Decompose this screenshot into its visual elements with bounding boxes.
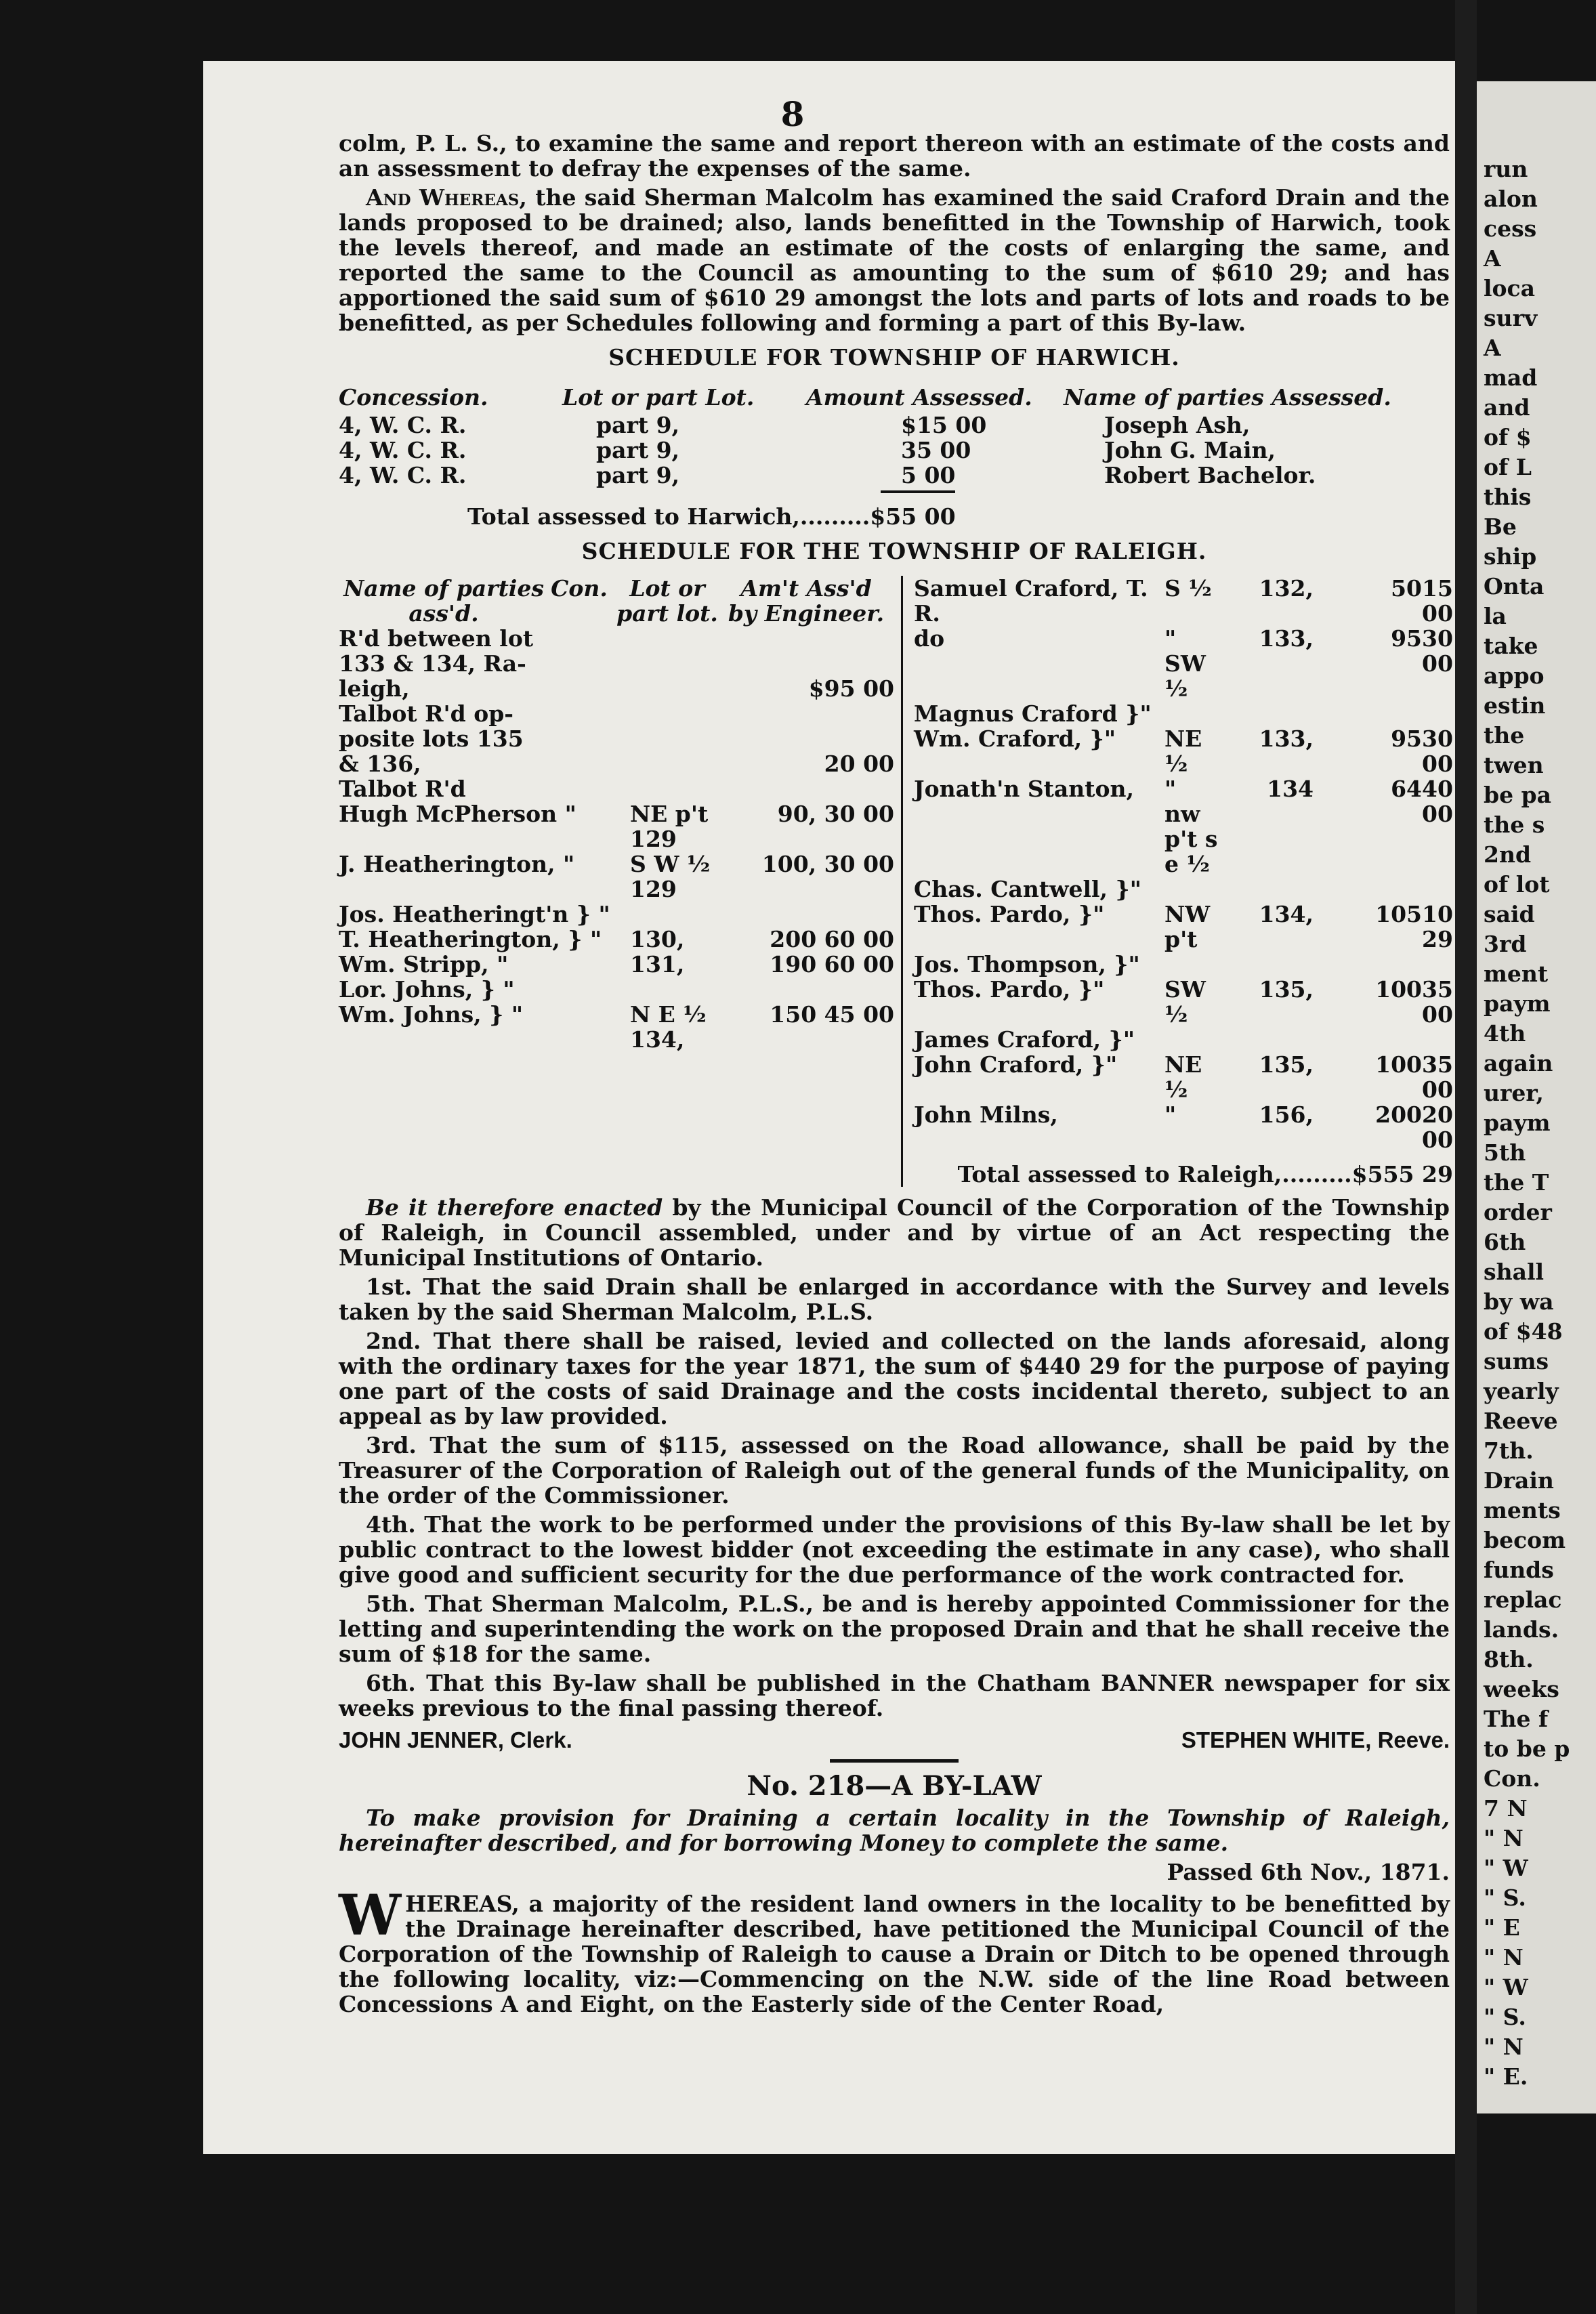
raleigh-left-cell: Talbot R'd: [339, 776, 466, 802]
raleigh-right-cell: 133,: [1259, 625, 1314, 652]
next-page-fragment: yearly: [1484, 1378, 1559, 1404]
raleigh-header-lot: Lot or part lot.: [616, 575, 718, 627]
next-page-fragment: of lot: [1484, 871, 1550, 898]
clause-5: 5th. That Sherman Malcolm, P.L.S., be and is hereby appointed Commissioner for the letting and superintending the work on the proposed Drain and that he shall receive the sum of $18 for the same.: [339, 1591, 1450, 1667]
raleigh-left-row: [339, 676, 894, 701]
raleigh-right-cell: [1219, 952, 1314, 977]
harwich-cell: 4, W. C. R.: [339, 462, 467, 488]
raleigh-right-cell: 100: [1375, 1051, 1422, 1078]
next-page-fragment: this: [1484, 484, 1532, 510]
raleigh-left-cell: N E ½ 134,: [630, 1001, 707, 1053]
raleigh-right-row: [914, 952, 1453, 977]
raleigh-right-cell: [1422, 1027, 1453, 1052]
enacting-lead: Be it therefore enacted: [366, 1194, 663, 1221]
harwich-cell: part 9,: [596, 412, 680, 438]
raleigh-left-cell: [745, 977, 894, 1002]
raleigh-left-cell: posite lots 135: [339, 725, 524, 752]
raleigh-right-cell: [1219, 701, 1314, 726]
enacting-clause: [339, 1195, 1450, 1270]
raleigh-right-cell: Chas. Cantwell, }": [914, 876, 1141, 902]
clause-4: 4th. That the work to be performed under the provisions of this By-law shall be let by public contract to the lowest bidder (not exceeding the estimate in any case), who shall give good and sufficient security for the due performance of the work contracted for.: [339, 1511, 1450, 1588]
raleigh-left-row: [339, 701, 894, 726]
harwich-cell: part 9,: [596, 437, 680, 463]
enacting-text: by the Municipal Council of the Corporation of the Township of Raleigh, in Council assembled, under and by virtue of an Act respecting the Municipal Institutions of Ontario.: [339, 1194, 1450, 1271]
book-spine: [1455, 0, 1477, 2314]
raleigh-left-row: [339, 651, 894, 676]
raleigh-left-row: [339, 801, 894, 851]
raleigh-left-cell: Jos. Heatheringt'n } ": [339, 901, 610, 927]
raleigh-right-cell: NE ½: [1164, 1051, 1202, 1103]
raleigh-left-cell: [745, 651, 894, 676]
next-page-fragment: 3rd: [1484, 931, 1527, 957]
next-page-fragment: estin: [1484, 692, 1546, 719]
next-page-fragment: the: [1484, 722, 1525, 749]
bylaw-218-opening: [339, 1883, 1450, 2017]
next-page-fragment: 6th: [1484, 1229, 1526, 1255]
raleigh-left-cell: Talbot R'd op-: [339, 700, 514, 727]
raleigh-right-cell: SW ½: [1164, 976, 1206, 1028]
raleigh-left-cell: [745, 626, 894, 651]
next-page-fragment: Reeve: [1484, 1408, 1558, 1434]
bylaw-218-opening-text: HEREAS, a majority of the resident land owners in the locality to be benefitted by the Drainage hereinafter described, have petitioned the Municipal Council of the Corporation of the Township of Raleigh to cause a Drain or Ditch to be opened through the following locality, viz:—Commencing on the N.W. side of the line Road between Concessions A and Eight, on the Easterly side of the Center Road,: [339, 1891, 1450, 2017]
raleigh-left-cell: 200 60 00: [770, 926, 894, 952]
raleigh-right-cell: 35 00: [1422, 976, 1453, 1028]
raleigh-right-row: [914, 1102, 1453, 1152]
raleigh-right-cell: do: [914, 625, 945, 652]
next-page-fragment: A: [1484, 335, 1501, 361]
raleigh-right-row: [914, 1052, 1453, 1102]
raleigh-left-cell: [630, 651, 745, 676]
raleigh-total: Total assessed to Raleigh,.........$555 29: [957, 1161, 1453, 1187]
raleigh-left-cell: J. Heatherington, ": [339, 851, 575, 877]
raleigh-right-cell: [1314, 877, 1422, 902]
raleigh-left-cell: [630, 726, 745, 751]
next-page-fragment: 4th: [1484, 1020, 1526, 1047]
raleigh-right-cell: [1219, 877, 1314, 902]
next-page-fragment: by wa: [1484, 1288, 1554, 1315]
next-page-edge: [1477, 81, 1596, 2113]
raleigh-header-name: Name of parties ass'd.: [343, 575, 544, 627]
next-page-fragment: of L: [1484, 454, 1532, 480]
dropcap-letter: W: [339, 1883, 402, 1948]
raleigh-left-row: [339, 626, 894, 651]
raleigh-right-cell: NW p't: [1164, 901, 1211, 952]
next-page-fragment: the T: [1484, 1169, 1549, 1196]
raleigh-right-row: [914, 701, 1453, 726]
clause-3: 3rd. That the sum of $115, assessed on the Road allowance, shall be paid by the Treasurer of the Corporation of Raleigh out of the general funds of the Municipality, on the order of the Commissioner.: [339, 1432, 1450, 1509]
raleigh-left-cell: [630, 977, 745, 1002]
next-page-fragment: replac: [1484, 1586, 1562, 1613]
raleigh-right-cell: 50: [1391, 575, 1422, 602]
raleigh-left-row: [339, 902, 894, 927]
raleigh-schedule: [339, 575, 1453, 1187]
raleigh-left-cell: 150 45 00: [770, 1001, 894, 1028]
raleigh-right-cell: John Craford, }": [914, 1051, 1118, 1078]
next-page-fragment: run: [1484, 156, 1528, 182]
raleigh-right-row: [914, 576, 1453, 626]
next-page-fragment: urer,: [1484, 1080, 1544, 1106]
next-page-fragment: " W: [1484, 1855, 1528, 1881]
raleigh-left-cell: leigh,: [339, 675, 410, 702]
raleigh-right-cell: [1219, 1027, 1314, 1052]
raleigh-left-row: [339, 952, 894, 977]
next-page-fragment: be pa: [1484, 782, 1552, 808]
signatures: [339, 1727, 1450, 1752]
bylaw-218-passed: Passed 6th Nov., 1871.: [1167, 1859, 1450, 1885]
next-page-fragment: 2nd: [1484, 841, 1532, 868]
next-page-fragment: ment: [1484, 961, 1549, 987]
raleigh-left-cell: $95 00: [808, 675, 894, 702]
raleigh-left-row: [339, 977, 894, 1002]
harwich-heading: SCHEDULE FOR TOWNSHIP OF HARWICH.: [608, 344, 1180, 371]
page-content: [339, 94, 1453, 2021]
raleigh-left-row: [339, 1002, 894, 1052]
harwich-row: [339, 438, 1450, 463]
next-page-fragment: take: [1484, 633, 1538, 659]
next-page-fragment: shall: [1484, 1259, 1545, 1285]
raleigh-left-cell: [745, 701, 894, 726]
next-page-fragment: Be: [1484, 513, 1517, 540]
raleigh-left-cell: 100, 30 00: [761, 851, 894, 877]
next-page-fragment: " W: [1484, 1974, 1528, 2000]
harwich-cell: $15 00: [901, 412, 987, 438]
raleigh-left-cell: S W ½ 129: [630, 851, 711, 902]
raleigh-left-cell: [745, 776, 894, 801]
harwich-cell: 4, W. C. R.: [339, 412, 467, 438]
raleigh-right-cell: 95: [1391, 725, 1422, 752]
raleigh-right-cell: 134: [1267, 776, 1314, 802]
clause-6: 6th. That this By-law shall be published in the Chatham BANNER newspaper for six weeks previous to the final passing thereof.: [339, 1670, 1450, 1721]
raleigh-right-cell: [1164, 1027, 1219, 1052]
raleigh-right-cell: 40 00: [1422, 776, 1453, 827]
next-page-fragment: " E.: [1484, 2063, 1528, 2090]
harwich-header-lot: Lot or part Lot.: [562, 384, 755, 411]
raleigh-right-cell: Wm. Craford, }": [914, 725, 1116, 752]
bylaw-218-title: No. 218—A BY-LAW: [747, 1770, 1042, 1802]
paragraph-2-lead: And Whereas,: [366, 184, 527, 211]
raleigh-right-cell: 134,: [1259, 901, 1314, 927]
harwich-cell: John G. Main,: [1104, 437, 1276, 463]
harwich-cell: 35 00: [901, 437, 971, 463]
next-page-fragment: " N: [1484, 1944, 1524, 1971]
next-page-fragment: " E: [1484, 1914, 1520, 1941]
raleigh-left-cell: Wm. Johns, } ": [339, 1001, 524, 1028]
harwich-total: Total assessed to Harwich,.........$55 00: [467, 503, 956, 530]
raleigh-right-cell: [1164, 877, 1219, 902]
raleigh-right-cell: 135,: [1259, 1051, 1314, 1078]
raleigh-right-row: [914, 1027, 1453, 1052]
raleigh-right-cell: ": [1164, 1101, 1177, 1128]
raleigh-left-row: [339, 776, 894, 801]
raleigh-right-cell: Thos. Pardo, }": [914, 901, 1105, 927]
raleigh-right-cell: Magnus Craford }": [914, 700, 1152, 727]
raleigh-header-amount: Am't Ass'd by Engineer.: [728, 575, 885, 627]
raleigh-right-cell: 200: [1375, 1101, 1422, 1128]
raleigh-left-cell: 90, 30 00: [777, 801, 894, 827]
raleigh-left-cell: R'd between lot: [339, 625, 534, 652]
raleigh-left-cell: Wm. Stripp, ": [339, 951, 509, 977]
next-page-fragment: 8th.: [1484, 1646, 1534, 1673]
raleigh-left-cell: [630, 701, 745, 726]
next-page-fragment: ments: [1484, 1497, 1561, 1523]
next-page-fragment: twen: [1484, 752, 1544, 778]
raleigh-right-cell: Jonath'n Stanton,: [914, 776, 1135, 802]
next-page-fragment: of $: [1484, 424, 1532, 450]
next-page-fragment: appo: [1484, 662, 1545, 689]
paragraph-2: [339, 185, 1450, 335]
raleigh-right-cell: Jos. Thompson, }": [914, 951, 1140, 977]
harwich-cell: 4, W. C. R.: [339, 437, 467, 463]
raleigh-right-cell: 100: [1375, 976, 1422, 1003]
raleigh-left-cell: [630, 902, 745, 927]
raleigh-left-cell: Hugh McPherson ": [339, 801, 576, 827]
raleigh-left-cell: NE p't 129: [630, 801, 709, 852]
next-page-fragment: ship: [1484, 543, 1537, 570]
next-page-fragment: again: [1484, 1050, 1553, 1076]
raleigh-right-cell: [1422, 952, 1453, 977]
raleigh-right-row: [914, 726, 1453, 776]
raleigh-right-row: [914, 776, 1453, 877]
raleigh-left-cell: [745, 726, 894, 751]
raleigh-right-cell: 95: [1391, 625, 1422, 652]
next-page-fragment: 7th.: [1484, 1437, 1534, 1464]
reeve-signature: STEPHEN WHITE, Reeve.: [1181, 1727, 1450, 1752]
next-page-fragment: A: [1484, 245, 1501, 272]
next-page-fragment: order: [1484, 1199, 1552, 1225]
raleigh-left-row: [339, 751, 894, 776]
raleigh-headers: [339, 576, 894, 626]
harwich-schedule-table: [339, 382, 1450, 488]
next-page-fragment: " N: [1484, 1825, 1524, 1851]
next-page-fragment: and: [1484, 394, 1530, 421]
paragraph-2-text: the said Sherman Malcolm has examined the said Craford Drain and the lands proposed to be drained; also, lands benefitted in the Township of Harwich, took the levels thereof, and made an estimate of the costs of enlarging the same, and reported the same to the Council as amounting to the sum of $610 29; and has apportioned the said sum of $610 29 amongst the lots and parts of lots and roads to be benefitted, as per Schedules following and forming a part of this By-law.: [339, 184, 1450, 336]
raleigh-heading: SCHEDULE FOR THE TOWNSHIP OF RALEIGH.: [581, 538, 1207, 564]
next-page-fragment: weeks: [1484, 1676, 1559, 1702]
next-page-fragment: mad: [1484, 364, 1538, 391]
next-page-fragment: The f: [1484, 1706, 1549, 1732]
raleigh-left-cell: T. Heatherington, } ": [339, 926, 602, 952]
next-page-fragment: becom: [1484, 1527, 1566, 1553]
raleigh-left-row: [339, 927, 894, 952]
raleigh-right-cell: " nw p't s e ½: [1164, 776, 1218, 877]
harwich-cell: Joseph Ash,: [1104, 412, 1251, 438]
page-number: 8: [780, 94, 805, 134]
next-page-fragment: la: [1484, 603, 1507, 629]
next-page-fragment: surv: [1484, 305, 1538, 331]
next-page-fragment: of $48: [1484, 1318, 1563, 1345]
raleigh-right-cell: Samuel Craford, T. R.: [914, 575, 1148, 627]
raleigh-right-cell: [1314, 952, 1422, 977]
clause-1: 1st. That the said Drain shall be enlarged in accordance with the Survey and levels taken by the said Sherman Malcolm, P.L.S.: [339, 1274, 1450, 1325]
raleigh-right-cell: S ½: [1164, 575, 1212, 602]
next-page-fragment: loca: [1484, 275, 1536, 301]
clerk-signature: JOHN JENNER, Clerk.: [339, 1727, 572, 1752]
raleigh-right-cell: 132,: [1259, 575, 1314, 602]
clause-2: 2nd. That there shall be raised, levied and collected on the lands aforesaid, along with the ordinary taxes for the year 1871, the sum of $440 29 for the purpose of paying one part of the costs of said Drainage and the costs incidental thereto, subject to an appeal as by law provided.: [339, 1328, 1450, 1429]
next-page-fragment: paym: [1484, 1110, 1551, 1136]
raleigh-right-cell: [1422, 877, 1453, 902]
next-page-fragment: " N: [1484, 2034, 1524, 2060]
raleigh-right-cell: 20 00: [1422, 1101, 1453, 1153]
next-page-fragment: the s: [1484, 812, 1545, 838]
raleigh-left-cell: [745, 902, 894, 927]
next-page-fragment: funds: [1484, 1557, 1554, 1583]
raleigh-right-column: [903, 576, 1453, 1187]
raleigh-right-cell: NE ½: [1164, 725, 1202, 777]
raleigh-right-cell: 156,: [1259, 1101, 1314, 1128]
next-page-fragment: alon: [1484, 186, 1538, 212]
next-page-fragment: said: [1484, 901, 1535, 927]
harwich-header-parties: Name of parties Assessed.: [1064, 384, 1391, 411]
raleigh-right-row: [914, 977, 1453, 1027]
next-page-fragment: Drain: [1484, 1467, 1554, 1494]
raleigh-right-cell: John Milns,: [914, 1101, 1058, 1128]
harwich-total-rule: [881, 490, 955, 493]
raleigh-left-cell: & 136,: [339, 751, 421, 777]
harwich-row: [339, 413, 1450, 438]
harwich-header-amount: Amount Assessed.: [806, 384, 1032, 411]
next-page-fragment: paym: [1484, 990, 1551, 1017]
raleigh-right-cell: James Craford, }": [914, 1026, 1135, 1053]
raleigh-left-cell: Lor. Johns, } ": [339, 976, 515, 1003]
raleigh-right-cell: [1314, 1027, 1422, 1052]
raleigh-right-cell: 64: [1391, 776, 1422, 802]
raleigh-left-row: [339, 851, 894, 902]
raleigh-left-cell: 131,: [630, 951, 685, 977]
harwich-cell: part 9,: [596, 462, 680, 488]
raleigh-left-cell: 130,: [630, 926, 685, 952]
raleigh-right-cell: [1164, 952, 1219, 977]
raleigh-right-cell: 30 00: [1422, 625, 1453, 677]
next-page-fragment: lands.: [1484, 1616, 1559, 1643]
raleigh-left-cell: [630, 776, 745, 801]
harwich-cell: 5 00: [901, 462, 956, 488]
harwich-cell: Robert Bachelor.: [1104, 462, 1316, 488]
raleigh-left-cell: [630, 751, 745, 776]
harwich-row: [339, 463, 1450, 488]
raleigh-right-row: [914, 877, 1453, 902]
raleigh-right-cell: 105: [1375, 901, 1422, 927]
raleigh-right-row: [914, 626, 1453, 701]
next-page-fragment: Con.: [1484, 1765, 1540, 1792]
raleigh-right-cell: Thos. Pardo, }": [914, 976, 1105, 1003]
raleigh-right-cell: [1314, 701, 1422, 726]
raleigh-left-column: [339, 576, 903, 1187]
raleigh-right-cell: " SW ½: [1164, 625, 1206, 702]
raleigh-right-cell: [1422, 701, 1453, 726]
raleigh-right-cell: 133,: [1259, 725, 1314, 752]
raleigh-right-row: [914, 902, 1453, 952]
raleigh-left-cell: [630, 676, 745, 701]
raleigh-left-cell: 133 & 134, Ra-: [339, 650, 526, 677]
next-page-fragment: 5th: [1484, 1139, 1526, 1166]
next-page-fragment: 7 N: [1484, 1795, 1528, 1822]
raleigh-right-cell: 10 29: [1422, 901, 1453, 952]
raleigh-right-cell: [1164, 701, 1219, 726]
harwich-header-concession: Concession.: [339, 384, 488, 411]
bylaw-218-description: To make provision for Draining a certain locality in the Township of Raleigh, hereinafter described, and for borrowing Money to complete the same.: [339, 1805, 1450, 1856]
raleigh-header-con: Con.: [551, 575, 608, 602]
raleigh-left-row: [339, 726, 894, 751]
next-page-fragment: to be p: [1484, 1736, 1570, 1762]
raleigh-right-cell: 15 00: [1422, 575, 1453, 627]
raleigh-right-cell: 30 00: [1422, 725, 1453, 777]
paragraph-1: colm, P. L. S., to examine the same and report thereon with an estimate of the costs and an assessment to defray the expenses of the same.: [339, 130, 1450, 182]
next-page-fragment: " S.: [1484, 1885, 1526, 1911]
raleigh-left-cell: [630, 626, 745, 651]
raleigh-left-cell: 20 00: [824, 751, 894, 777]
raleigh-left-cell: 190 60 00: [770, 951, 894, 977]
next-page-fragment: " S.: [1484, 2004, 1526, 2030]
next-page-fragment: sums: [1484, 1348, 1549, 1374]
raleigh-right-cell: 135,: [1259, 976, 1314, 1003]
next-page-fragment: Onta: [1484, 573, 1545, 599]
next-page-fragment: cess: [1484, 215, 1537, 242]
raleigh-right-cell: 35 00: [1422, 1051, 1453, 1103]
section-divider: [830, 1759, 959, 1763]
